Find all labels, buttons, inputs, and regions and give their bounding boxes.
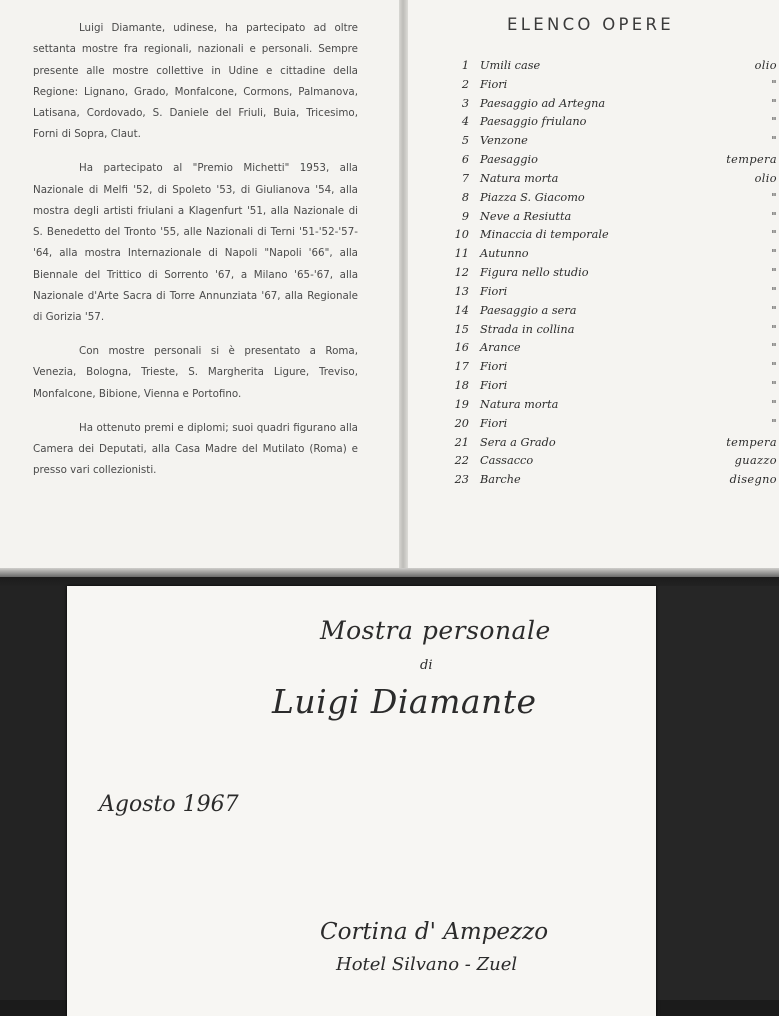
work-medium: " bbox=[771, 266, 777, 280]
work-row bbox=[445, 471, 777, 490]
work-number: 22 bbox=[454, 454, 469, 468]
work-row bbox=[445, 396, 777, 415]
work-row bbox=[445, 339, 777, 358]
work-row bbox=[445, 208, 777, 227]
work-medium: " bbox=[771, 77, 777, 91]
work-title: Cassacco bbox=[480, 454, 534, 468]
page-fold bbox=[399, 0, 408, 572]
work-row bbox=[445, 245, 777, 264]
work-number: 17 bbox=[454, 360, 469, 374]
work-title: Paesaggio ad Artegna bbox=[480, 96, 606, 110]
invitation-heading: Mostra personale bbox=[320, 616, 551, 645]
work-number: 19 bbox=[454, 397, 469, 411]
work-title: Paesaggio bbox=[480, 153, 538, 167]
work-medium: guazzo bbox=[734, 454, 777, 468]
work-medium: " bbox=[771, 247, 777, 261]
work-title: Paesaggio friulano bbox=[480, 115, 587, 129]
work-row bbox=[445, 189, 777, 208]
work-number: 7 bbox=[461, 171, 469, 185]
work-row bbox=[445, 358, 777, 377]
work-title: Figura nello studio bbox=[480, 266, 589, 280]
work-title: Umili case bbox=[480, 59, 541, 72]
work-title: Fiori bbox=[480, 416, 508, 430]
work-number: 21 bbox=[454, 435, 469, 449]
work-number: 1 bbox=[461, 59, 469, 72]
work-medium: " bbox=[771, 134, 777, 148]
biography-page bbox=[0, 0, 399, 572]
work-title: Fiori bbox=[480, 379, 508, 393]
work-title: Fiori bbox=[480, 360, 508, 374]
work-title: Paesaggio a sera bbox=[480, 303, 577, 317]
work-medium: " bbox=[771, 284, 777, 298]
bio-paragraph-4: Ha ottenuto premi e diplomi; suoi quadri figurano alla Camera dei Deputati, alla Casa Madre del Mutilato (Roma) e presso vari collezionisti. bbox=[33, 421, 358, 477]
work-row bbox=[445, 226, 777, 245]
work-medium: " bbox=[771, 397, 777, 411]
work-row bbox=[445, 283, 777, 302]
work-title: Barche bbox=[480, 473, 521, 487]
work-number: 5 bbox=[461, 134, 469, 148]
work-row bbox=[445, 113, 777, 132]
bio-paragraph-3: Con mostre personali si è presentato a Roma, Venezia, Bologna, Trieste, S. Margherita Ligure, Treviso, Monfalcone, Bibione, Vienna e Portofino. bbox=[33, 345, 358, 400]
work-number: 3 bbox=[461, 96, 469, 110]
work-row bbox=[445, 452, 777, 471]
work-row bbox=[445, 76, 777, 95]
work-row bbox=[445, 415, 777, 434]
work-title: Venzone bbox=[480, 134, 528, 148]
work-title: Fiori bbox=[480, 77, 508, 91]
work-medium: " bbox=[771, 190, 777, 204]
work-title: Fiori bbox=[480, 284, 508, 298]
work-title: Arance bbox=[480, 341, 521, 355]
work-number: 11 bbox=[454, 247, 469, 261]
work-medium: olio bbox=[754, 59, 777, 72]
work-title: Autunno bbox=[480, 247, 529, 261]
work-number: 20 bbox=[454, 416, 469, 430]
work-row bbox=[445, 57, 777, 76]
work-row bbox=[445, 132, 777, 151]
work-title: Minaccia di temporale bbox=[480, 228, 609, 242]
work-number: 12 bbox=[454, 266, 469, 280]
work-medium: " bbox=[771, 96, 777, 110]
work-medium: " bbox=[771, 416, 777, 430]
work-title: Strada in collina bbox=[480, 322, 575, 336]
work-title: Natura morta bbox=[480, 171, 559, 185]
work-medium: " bbox=[771, 322, 777, 336]
work-medium: tempera bbox=[726, 153, 777, 167]
bio-paragraph-2: Ha partecipato al "Premio Michetti" 1953, alla Nazionale di Melfi '52, di Spoleto '53, di Giulianova '54, alla mostra degli artisti friulani a Klagenfurt '51, alla Nazionale di S. Benedetto del Tronto '55, alle Nazionali di Terni '51-'52-'57-'64, alla mostra Internazionale di Napoli "Napoli '66", alla Biennale del Trittico di Sorrento '67, a Milano '65-'67, alla Nazionale d'Arte Sacra di Torre Annunziata '67, alla Regionale di Gorizia '57. bbox=[33, 162, 358, 324]
biography-text bbox=[33, 18, 358, 494]
background-left bbox=[0, 586, 67, 1000]
work-row bbox=[445, 321, 777, 340]
bio-paragraph-1: Luigi Diamante, udinese, ha partecipato ad oltre settanta mostre fra regionali, nazionali e personali. Sempre presente alle mostre collettive in Udine e cittadine della Regione: Lignano, Grado, Monfalcone, Cormons, Palmanova, Latisana, Cordovado, S. Daniele del Friuli, Buia, Tricesimo, Forni di Sopra, Claut. bbox=[33, 22, 358, 141]
work-title: Neve a Resiutta bbox=[480, 209, 572, 223]
work-number: 16 bbox=[454, 341, 469, 355]
work-number: 4 bbox=[461, 115, 469, 129]
work-row bbox=[445, 95, 777, 114]
work-title: Piazza S. Giacomo bbox=[480, 190, 585, 204]
work-number: 10 bbox=[454, 228, 469, 242]
work-row bbox=[445, 302, 777, 321]
invitation-card bbox=[67, 586, 656, 1016]
work-medium: " bbox=[771, 228, 777, 242]
background-right bbox=[656, 586, 779, 1000]
work-number: 13 bbox=[454, 284, 469, 298]
work-number: 6 bbox=[461, 153, 469, 167]
work-medium: tempera bbox=[726, 435, 777, 449]
work-medium: " bbox=[771, 379, 777, 393]
work-title: Natura morta bbox=[480, 397, 559, 411]
work-medium: disegno bbox=[729, 473, 777, 487]
work-medium: " bbox=[771, 360, 777, 374]
work-number: 2 bbox=[461, 77, 469, 91]
spread-bottom-edge bbox=[0, 568, 779, 577]
exhibition-place: Cortina d' Ampezzo bbox=[320, 919, 549, 945]
work-row bbox=[445, 264, 777, 283]
work-medium: " bbox=[771, 209, 777, 223]
work-number: 9 bbox=[461, 209, 469, 223]
work-row bbox=[445, 434, 777, 453]
work-medium: " bbox=[771, 341, 777, 355]
work-medium: olio bbox=[754, 171, 777, 185]
exhibition-venue: Hotel Silvano - Zuel bbox=[336, 954, 518, 975]
work-row bbox=[445, 377, 777, 396]
work-row bbox=[445, 170, 777, 189]
work-number: 14 bbox=[454, 303, 469, 317]
work-number: 8 bbox=[461, 190, 469, 204]
work-number: 18 bbox=[454, 379, 469, 393]
invitation-connector: di bbox=[420, 658, 433, 673]
work-number: 15 bbox=[454, 322, 469, 336]
works-list bbox=[445, 57, 777, 490]
exhibition-date: Agosto 1967 bbox=[99, 792, 239, 817]
work-number: 23 bbox=[454, 473, 469, 487]
artist-name: Luigi Diamante bbox=[272, 682, 537, 721]
work-medium: " bbox=[771, 303, 777, 317]
work-medium: " bbox=[771, 115, 777, 129]
catalog-title: ELENCO OPERE bbox=[507, 15, 674, 34]
work-title: Sera a Grado bbox=[480, 435, 556, 449]
work-row bbox=[445, 151, 777, 170]
